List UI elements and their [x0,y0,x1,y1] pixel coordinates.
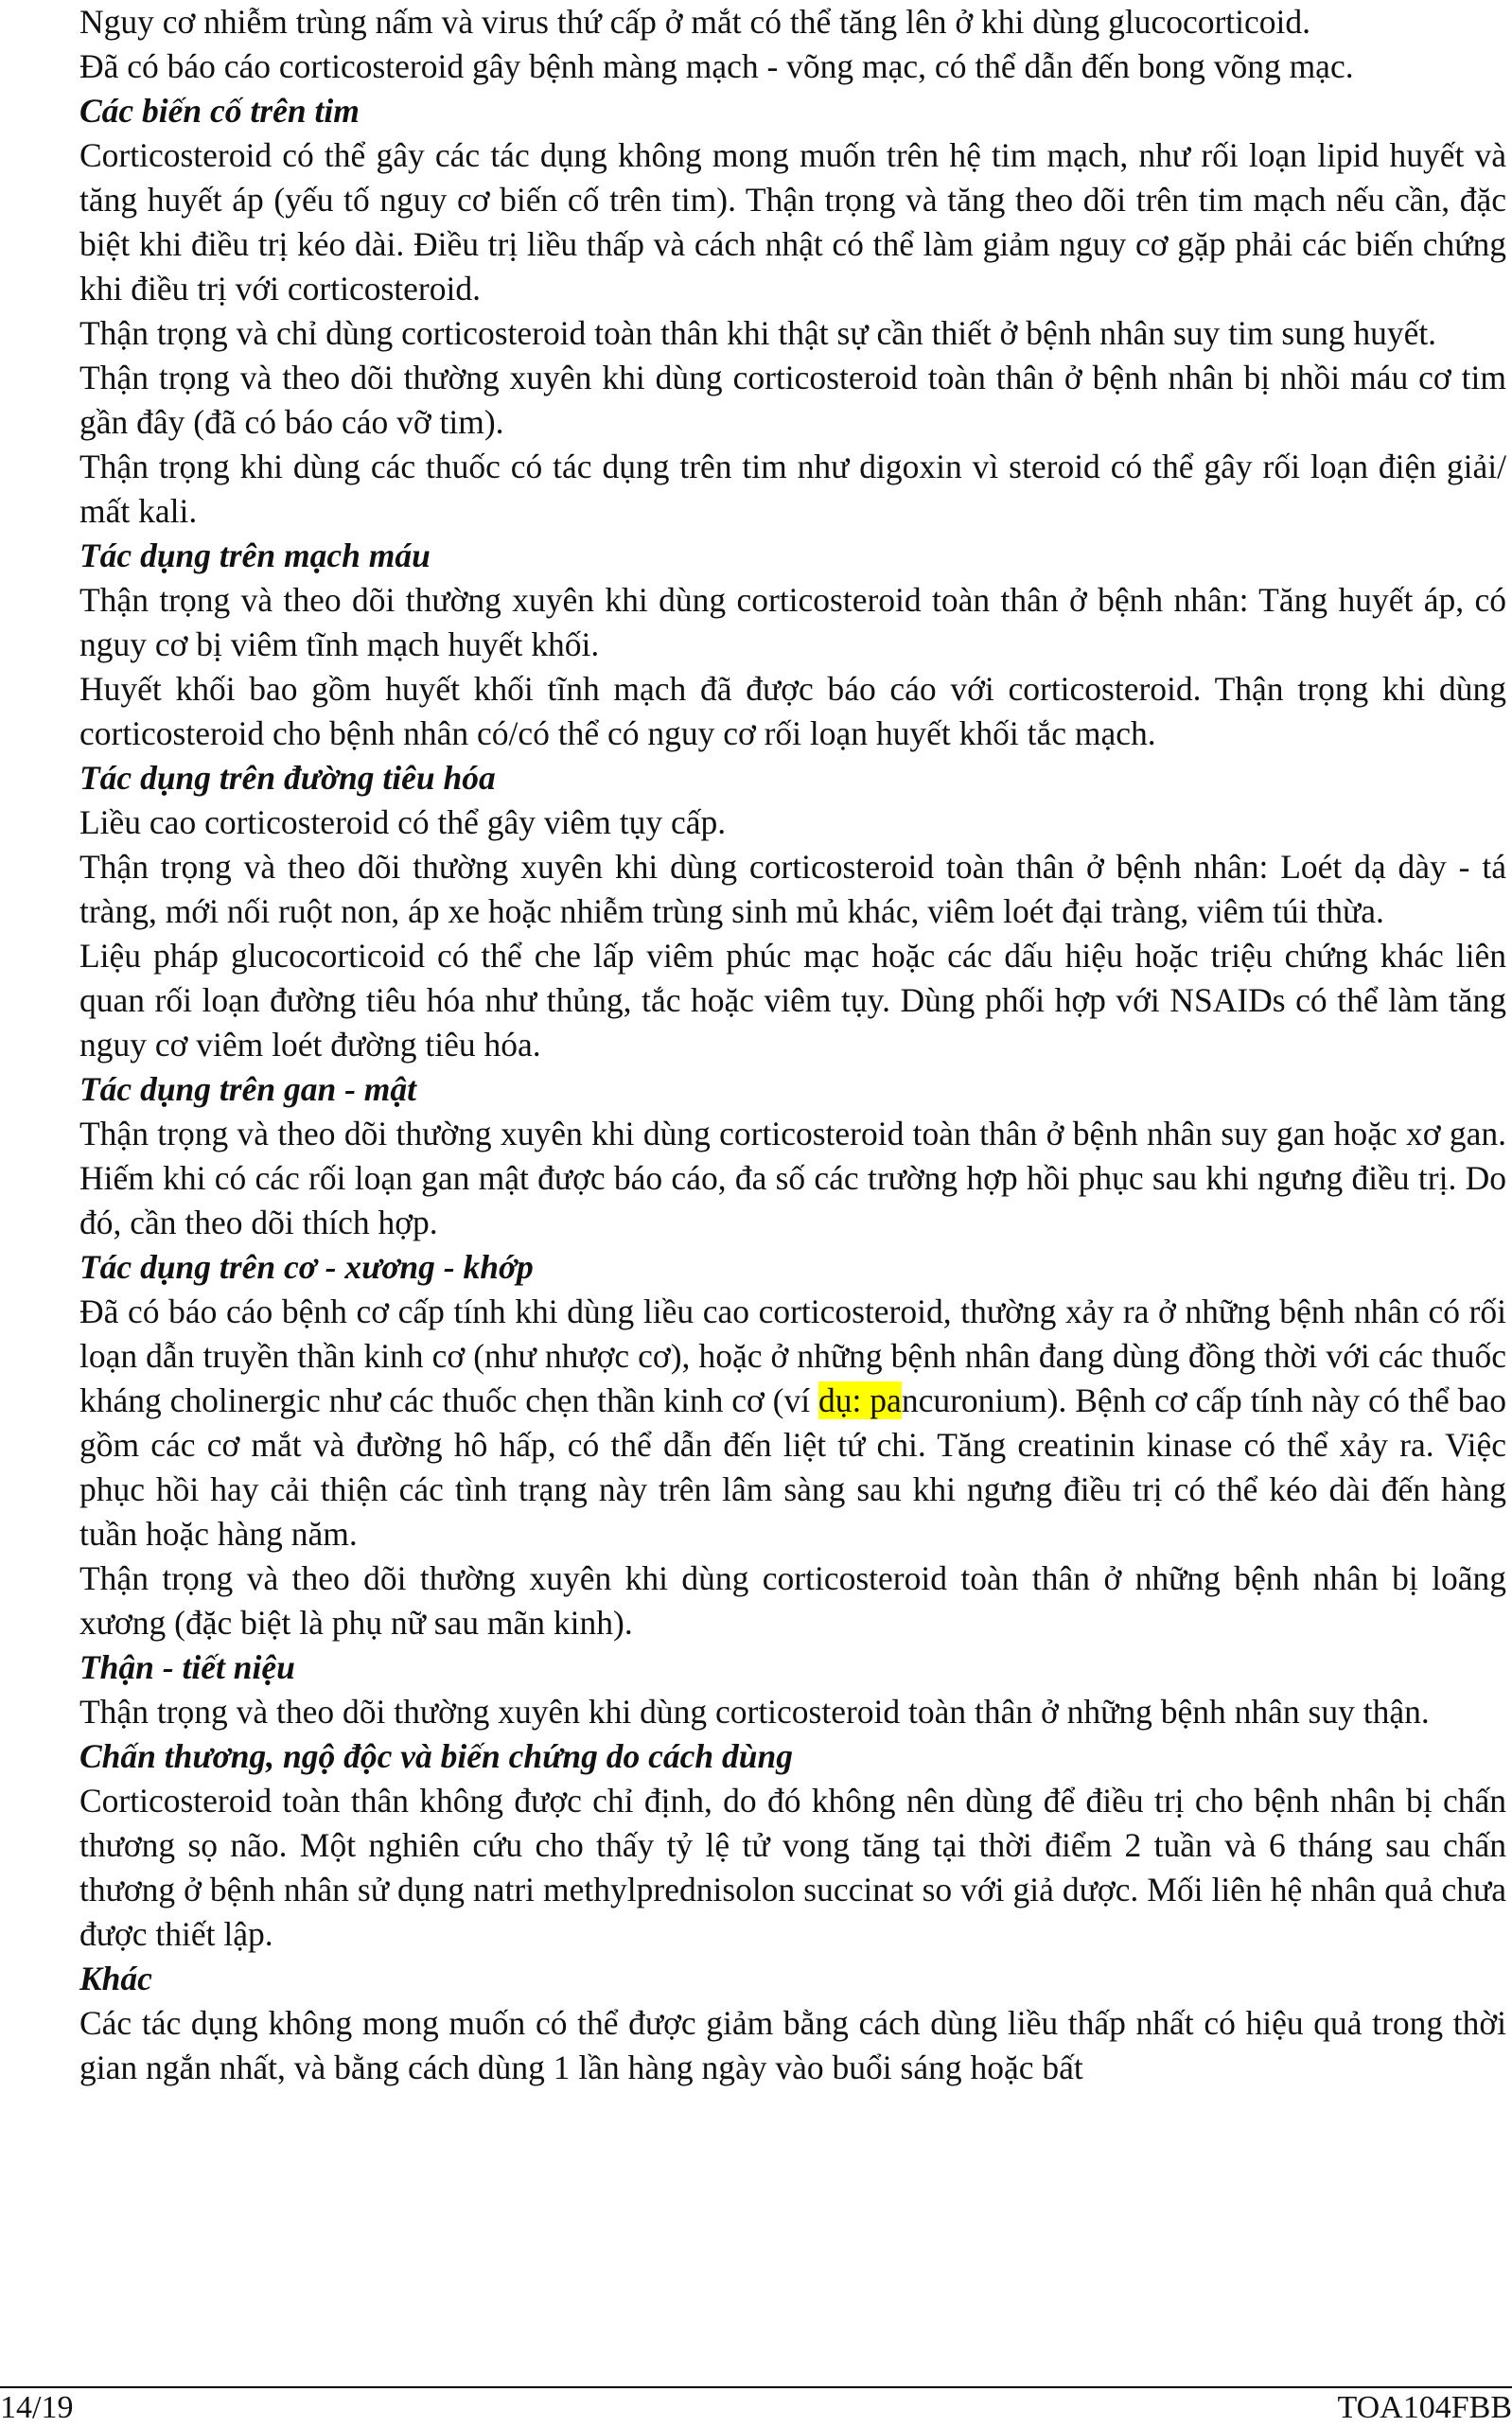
paragraph: Corticosteroid toàn thân không được chỉ định, do đó không nên dùng để điều trị cho bệnh nhân bị chấn thương sọ não. Một nghiên cứu cho thấy tỷ lệ tử vong tăng tại thời điểm 2 tuần và 6 tháng sau chấn thương ở bệnh nhân sử dụng natri methylprednisolon succinat so với giả dược. Mối liên hệ nhân quả chưa được thiết lập. [79,1782,1506,1953]
paragraph: Thận trọng và theo dõi thường xuyên khi dùng corticosteroid toàn thân ở những bệnh nhân bị loãng xương (đặc biệt là phụ nữ sau mãn kinh). [79,1559,1506,1642]
footer-rule [0,2386,1512,2388]
paragraph: Thận trọng và theo dõi thường xuyên khi dùng corticosteroid toàn thân ở bệnh nhân: Tăng huyết áp, có nguy cơ bị viêm tĩnh mạch huyết khối. [79,581,1506,663]
page-number: 14/19 [0,2390,74,2425]
paragraph: Thận trọng khi dùng các thuốc có tác dụng trên tim như digoxin vì steroid có thể gây rối loạn điện giải/ mất kali. [79,448,1506,530]
document-code: TOA104FBB [1337,2390,1512,2425]
section-heading: Tác dụng trên mạch máu [79,536,431,574]
paragraph: Đã có báo cáo corticosteroid gây bệnh màng mạch - võng mạc, có thể dẫn đến bong võng mạc. [79,47,1354,85]
paragraph-with-highlight [79,1290,1506,1556]
section-heading: Khác [79,1960,152,1997]
text-run: Đã có báo cáo bệnh cơ cấp tính khi dùng liều cao corticosteroid, thường xảy ra ở những bệnh nhân có rối loạn dẫn truyền thần kinh cơ (như nhược cơ), hoặc ở những bệnh nhân đang dùng đồng thời với các thuốc kháng cholinergic như các thuốc chẹn thần kinh cơ (ví [79,1293,1506,1419]
section-heading: Thận - tiết niệu [79,1648,295,1686]
paragraph: Nguy cơ nhiễm trùng nấm và virus thứ cấp ở mắt có thể tăng lên ở khi dùng glucocorticoid. [79,3,1311,41]
document-body [79,0,1506,2090]
text-run: ncuronium). Bệnh cơ cấp tính này có thể bao gồm các cơ mắt và đường hô hấp, có thể dẫn đến liệt tứ chi. Tăng creatinin kinase có thể xảy ra. Việc phục hồi hay cải thiện các tình trạng này trên lâm sàng sau khi ngưng điều trị có thể kéo dài đến hàng tuần hoặc hàng năm. [79,1381,1506,1553]
paragraph: Corticosteroid có thể gây các tác dụng không mong muốn trên hệ tim mạch, như rối loạn lipid huyết và tăng huyết áp (yếu tố nguy cơ biến cố trên tim). Thận trọng và tăng theo dõi trên tim mạch nếu cần, đặc biệt khi điều trị kéo dài. Điều trị liều thấp và cách nhật có thể làm giảm nguy cơ gặp phải các biến chứng khi điều trị với corticosteroid. [79,136,1506,308]
section-heading: Tác dụng trên đường tiêu hóa [79,759,496,797]
section-heading: Chấn thương, ngộ độc và biến chứng do cách dùng [79,1737,793,1775]
paragraph: Thận trọng và theo dõi thường xuyên khi dùng corticosteroid toàn thân ở bệnh nhân: Loét dạ dày - tá tràng, mới nối ruột non, áp xe hoặc nhiễm trùng sinh mủ khác, viêm loét đại tràng, viêm túi thừa. [79,848,1506,930]
section-heading: Tác dụng trên cơ - xương - khớp [79,1248,534,1286]
paragraph: Thận trọng và theo dõi thường xuyên khi dùng corticosteroid toàn thân ở bệnh nhân suy gan hoặc xơ gan. Hiếm khi có các rối loạn gan mật được báo cáo, đa số các trường hợp hồi phục sau khi ngưng điều trị. Do đó, cần theo dõi thích hợp. [79,1115,1506,1241]
paragraph: Huyết khối bao gồm huyết khối tĩnh mạch đã được báo cáo với corticosteroid. Thận trọng khi dùng corticosteroid cho bệnh nhân có/có thể có nguy cơ rối loạn huyết khối tắc mạch. [79,670,1506,752]
section-heading: Các biến cố trên tim [79,92,360,130]
highlighted-text: dụ: pa [818,1381,902,1419]
section-heading: Tác dụng trên gan - mật [79,1070,417,1108]
paragraph: Thận trọng và theo dõi thường xuyên khi dùng corticosteroid toàn thân ở những bệnh nhân suy thận. [79,1693,1430,1731]
paragraph: Liệu pháp glucocorticoid có thể che lấp viêm phúc mạc hoặc các dấu hiệu hoặc triệu chứng khác liên quan rối loạn đường tiêu hóa như thủng, tắc hoặc viêm tụy. Dùng phối hợp với NSAIDs có thể làm tăng nguy cơ viêm loét đường tiêu hóa. [79,937,1506,1064]
paragraph: Thận trọng và chỉ dùng corticosteroid toàn thân khi thật sự cần thiết ở bệnh nhân suy tim sung huyết. [79,314,1437,352]
paragraph: Các tác dụng không mong muốn có thể được giảm bằng cách dùng liều thấp nhất có hiệu quả trong thời gian ngắn nhất, và bằng cách dùng 1 lần hàng ngày vào buổi sáng hoặc bất [79,2004,1506,2086]
paragraph: Thận trọng và theo dõi thường xuyên khi dùng corticosteroid toàn thân ở bệnh nhân bị nhồi máu cơ tim gần đây (đã có báo cáo vỡ tim). [79,359,1506,441]
paragraph: Liều cao corticosteroid có thể gây viêm tụy cấp. [79,803,727,841]
